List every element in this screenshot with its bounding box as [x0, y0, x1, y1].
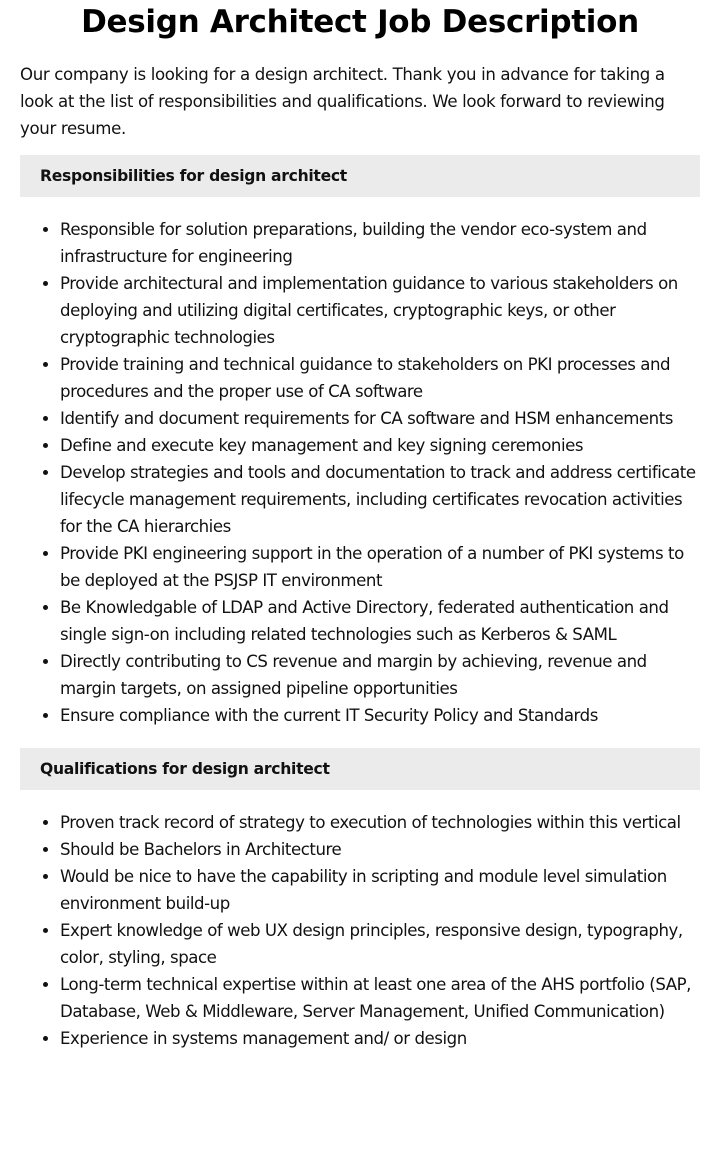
list-item: Long-term technical expertise within at least one area of the AHS portfolio (SAP, Database, Web & Middleware, Server Management, Unified Communication) [60, 971, 700, 1025]
list-item: Provide PKI engineering support in the operation of a number of PKI systems to be deployed at the PSJSP IT environment [60, 540, 700, 594]
list-item: Directly contributing to CS revenue and margin by achieving, revenue and margin targets, on assigned pipeline opportunities [60, 648, 700, 702]
list-item: Be Knowledgable of LDAP and Active Directory, federated authentication and single sign-on including related technologies such as Kerberos & SAML [60, 594, 700, 648]
list-item: Proven track record of strategy to execution of technologies within this vertical [60, 809, 700, 836]
list-item: Responsible for solution preparations, building the vendor eco-system and infrastructure for engineering [60, 216, 700, 270]
intro-paragraph: Our company is looking for a design architect. Thank you in advance for taking a look at the list of responsibilities and qualifications. We look forward to reviewing your resume. [20, 65, 665, 138]
list-item: Experience in systems management and/ or design [60, 1025, 700, 1052]
qualifications-list [20, 790, 700, 1052]
responsibilities-list [20, 197, 700, 729]
list-item: Define and execute key management and key signing ceremonies [60, 432, 700, 459]
list-item: Identify and document requirements for CA software and HSM enhancements [60, 405, 700, 432]
list-item: Ensure compliance with the current IT Security Policy and Standards [60, 702, 700, 729]
qualifications-heading: Qualifications for design architect [20, 748, 700, 790]
list-item: Develop strategies and tools and documentation to track and address certificate lifecycle management requirements, including certificates revocation activities for the CA hierarchies [60, 459, 700, 540]
list-item: Expert knowledge of web UX design principles, responsive design, typography, color, styling, space [60, 917, 700, 971]
list-item: Provide architectural and implementation guidance to various stakeholders on deploying and utilizing digital certificates, cryptographic keys, or other cryptographic technologies [60, 270, 700, 351]
page-title: Design Architect Job Description [81, 4, 639, 40]
list-item: Should be Bachelors in Architecture [60, 836, 700, 863]
list-item: Would be nice to have the capability in scripting and module level simulation environment build-up [60, 863, 700, 917]
list-item: Provide training and technical guidance to stakeholders on PKI processes and procedures and the proper use of CA software [60, 351, 700, 405]
responsibilities-heading: Responsibilities for design architect [20, 155, 700, 197]
